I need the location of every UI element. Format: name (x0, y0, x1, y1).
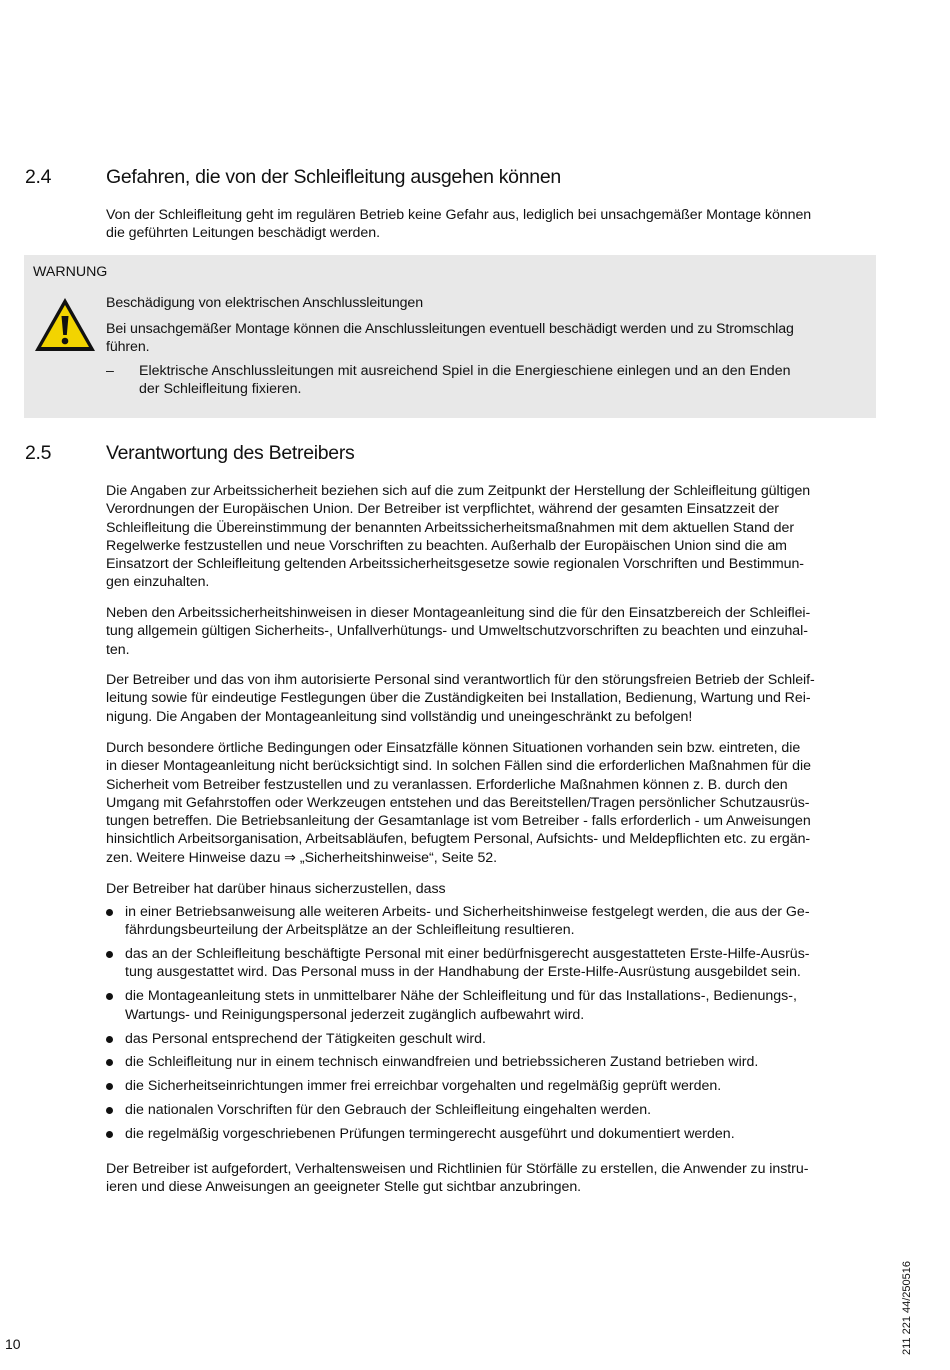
list-item (106, 903, 876, 940)
text-line: ten. (106, 641, 130, 658)
section-number: 2.5 (25, 442, 52, 464)
section-title: Gefahren, die von der Schleifleitung ausgehen können (106, 166, 561, 188)
paragraph-1 (106, 482, 876, 592)
text-line: Sicherheit vom Betreiber festzustellen und zu veranlassen. Erforderliche Maßnahmen können z. B. durch den (106, 776, 788, 793)
text-line: hinsichtlich Arbeitsorganisation, Arbeitsabläufen, befugtem Personal, Aufsichts- und Meldepflichten etc. zu ergän- (106, 831, 811, 848)
bullet-icon (106, 951, 113, 958)
text-line: tungen betreffen. Die Betriebsanleitung der Gesamtanlage ist vom Betreiber - falls erforderlich - um Anweisungen (106, 813, 811, 830)
text-line: gen einzuhalten. (106, 574, 210, 591)
document-id: 211 221 44/250516 (901, 1261, 913, 1355)
text-line: Der Betreiber und das von ihm autorisierte Personal sind verantwortlich für den störungsfreien Betrieb der Schleif- (106, 672, 815, 688)
list-item (106, 1077, 876, 1095)
text-line: Einsatzort der Schleifleitung geltenden Arbeitssicherheitsgesetze sowie regionalen Vorschriften und Bestimmun- (106, 556, 804, 573)
section-number: 2.4 (25, 166, 52, 188)
step-dash: – (106, 363, 114, 379)
list-item (106, 1125, 876, 1143)
text-line: die Schleifleitung nur in einem technisch einwandfreien und betriebssicheren Zustand betrieben wird. (125, 1054, 759, 1071)
bullet-icon (106, 993, 113, 1000)
text-line: die Montageanleitung stets in unmittelbarer Nähe der Schleifleitung und für das Installations-, Bedienungs-, (125, 988, 797, 1005)
text-line: das Personal entsprechend der Tätigkeiten geschult wird. (125, 1030, 486, 1047)
warning-text (106, 320, 794, 357)
text-line: Elektrische Anschlussleitungen mit ausreichend Spiel in die Energieschiene einlegen und an den Enden (139, 363, 791, 379)
cross-reference-link[interactable]: zen. Weitere Hinweise dazu ⇒ „Sicherheitshinweise“, Seite 52. (106, 849, 498, 866)
section-title: Verantwortung des Betreibers (106, 442, 355, 464)
text-line: Von der Schleifleitung geht im regulären Betrieb keine Gefahr aus, lediglich bei unsachgemäßer Montage können (106, 207, 812, 223)
text-line: Der Betreiber ist aufgefordert, Verhaltensweisen und Richtlinien für Störfälle zu erstellen, die Anwender zu instru- (106, 1161, 809, 1177)
bullet-icon (106, 1107, 113, 1114)
text-line: Umgang mit Gefahrstoffen oder Werkzeugen entstehen und das Bereitstellen/Tragen persönlicher Schutzausrüs- (106, 794, 810, 811)
list-item (106, 1101, 876, 1119)
text-line: Durch besondere örtliche Bedingungen oder Einsatzfälle können Situationen vorhanden sein bzw. eintreten, die (106, 740, 801, 756)
text-line: die geführten Leitungen beschädigt werden. (106, 225, 380, 242)
bullet-icon (106, 1131, 113, 1138)
step-text (139, 362, 790, 399)
paragraph-3 (106, 671, 876, 726)
text-line: die Sicherheitseinrichtungen immer frei erreichbar vorgehalten und regelmäßig geprüft werden. (125, 1078, 722, 1095)
text-line: der Schleifleitung fixieren. (139, 381, 302, 398)
text-line: tung allgemein gültigen Sicherheits-, Unfallverhütungs- und Umweltschutzvorschriften zu beachten und einzuhal- (106, 623, 808, 640)
text-line: ieren und diese Anweisungen an geeigneter Stelle gut sichtbar anzubringen. (106, 1179, 582, 1196)
warning-title: Beschädigung von elektrischen Anschlussleitungen (106, 295, 423, 311)
text-line: Bei unsachgemäßer Montage können die Anschlussleitungen eventuell beschädigt werden und zu Stromschlag (106, 321, 794, 337)
warning-label: WARNUNG (33, 264, 108, 280)
paragraph-2 (106, 604, 876, 659)
bullet-icon (106, 909, 113, 916)
list-item (106, 987, 876, 1024)
text-line: in einer Betriebsanweisung alle weiteren Arbeits- und Sicherheitshinweise festgelegt werden, die aus der Ge- (125, 904, 810, 920)
section-2-4-intro (106, 206, 876, 243)
bullet-icon (106, 1083, 113, 1090)
text-line: die nationalen Vorschriften für den Gebrauch der Schleifleitung eingehalten werden. (125, 1102, 652, 1119)
paragraph-6 (106, 1160, 876, 1197)
text-line: Die Angaben zur Arbeitssicherheit beziehen sich auf die zum Zeitpunkt der Herstellung der Schleifleitung gültigen (106, 483, 811, 499)
responsibility-list (106, 903, 876, 1149)
text-line: führen. (106, 339, 150, 356)
text-line: tung ausgestattet wird. Das Personal muss in der Handhabung der Erste-Hilfe-Ausrüstung ausgebildet sein. (125, 964, 801, 981)
text-line: Neben den Arbeitssicherheitshinweisen in dieser Montageanleitung sind die für den Einsatzbereich der Schleiflei- (106, 605, 811, 621)
text-line: die regelmäßig vorgeschriebenen Prüfungen termingerecht ausgeführt und dokumentiert werden. (125, 1126, 735, 1143)
text-line: leitung sowie für eindeutige Festlegungen über die Zuständigkeiten bei Installation, Bedienung, Wartung und Rei- (106, 690, 811, 707)
text-line: Schleifleitung die Übereinstimmung der benannten Arbeitssicherheitsmaßnahmen mit dem aktuellen Stand der (106, 519, 795, 536)
list-item (106, 1053, 876, 1071)
text-line: Der Betreiber hat darüber hinaus sicherzustellen, dass (106, 881, 446, 897)
bullet-icon (106, 1036, 113, 1043)
list-item (106, 945, 876, 982)
text-line: nigung. Die Angaben der Montageanleitung sind vollständig und uneingeschränkt zu befolgen! (106, 708, 693, 725)
paragraph-4 (106, 739, 876, 867)
bullet-icon (106, 1059, 113, 1066)
paragraph-5 (106, 880, 876, 898)
text-line: Verordnungen der Europäischen Union. Der Betreiber ist verpflichtet, während der gesamten Einsatzzeit der (106, 501, 779, 518)
warning-triangle-icon (33, 296, 97, 353)
text-line: das an der Schleifleitung beschäftigte Personal mit einer bedürfnisgerecht ausgestatteten Erste-Hilfe-Ausrüs- (125, 946, 810, 963)
list-item (106, 1030, 876, 1048)
text-line: fährdungsbeurteilung der Arbeitsplätze an der Schleifleitung resultieren. (125, 922, 575, 939)
text-line: in dieser Montageanleitung nicht berücksichtigt sind. In solchen Fällen sind die erforderlichen Maßnahmen für die (106, 758, 811, 775)
text-line: Regelwerke festzustellen und neue Vorschriften zu beachten. Außerhalb der Europäischen Union sind die am (106, 537, 787, 554)
page-number: 10 (5, 1336, 21, 1352)
text-line: Wartungs- und Reinigungspersonal jederzeit zugänglich aufbewahrt wird. (125, 1006, 585, 1023)
